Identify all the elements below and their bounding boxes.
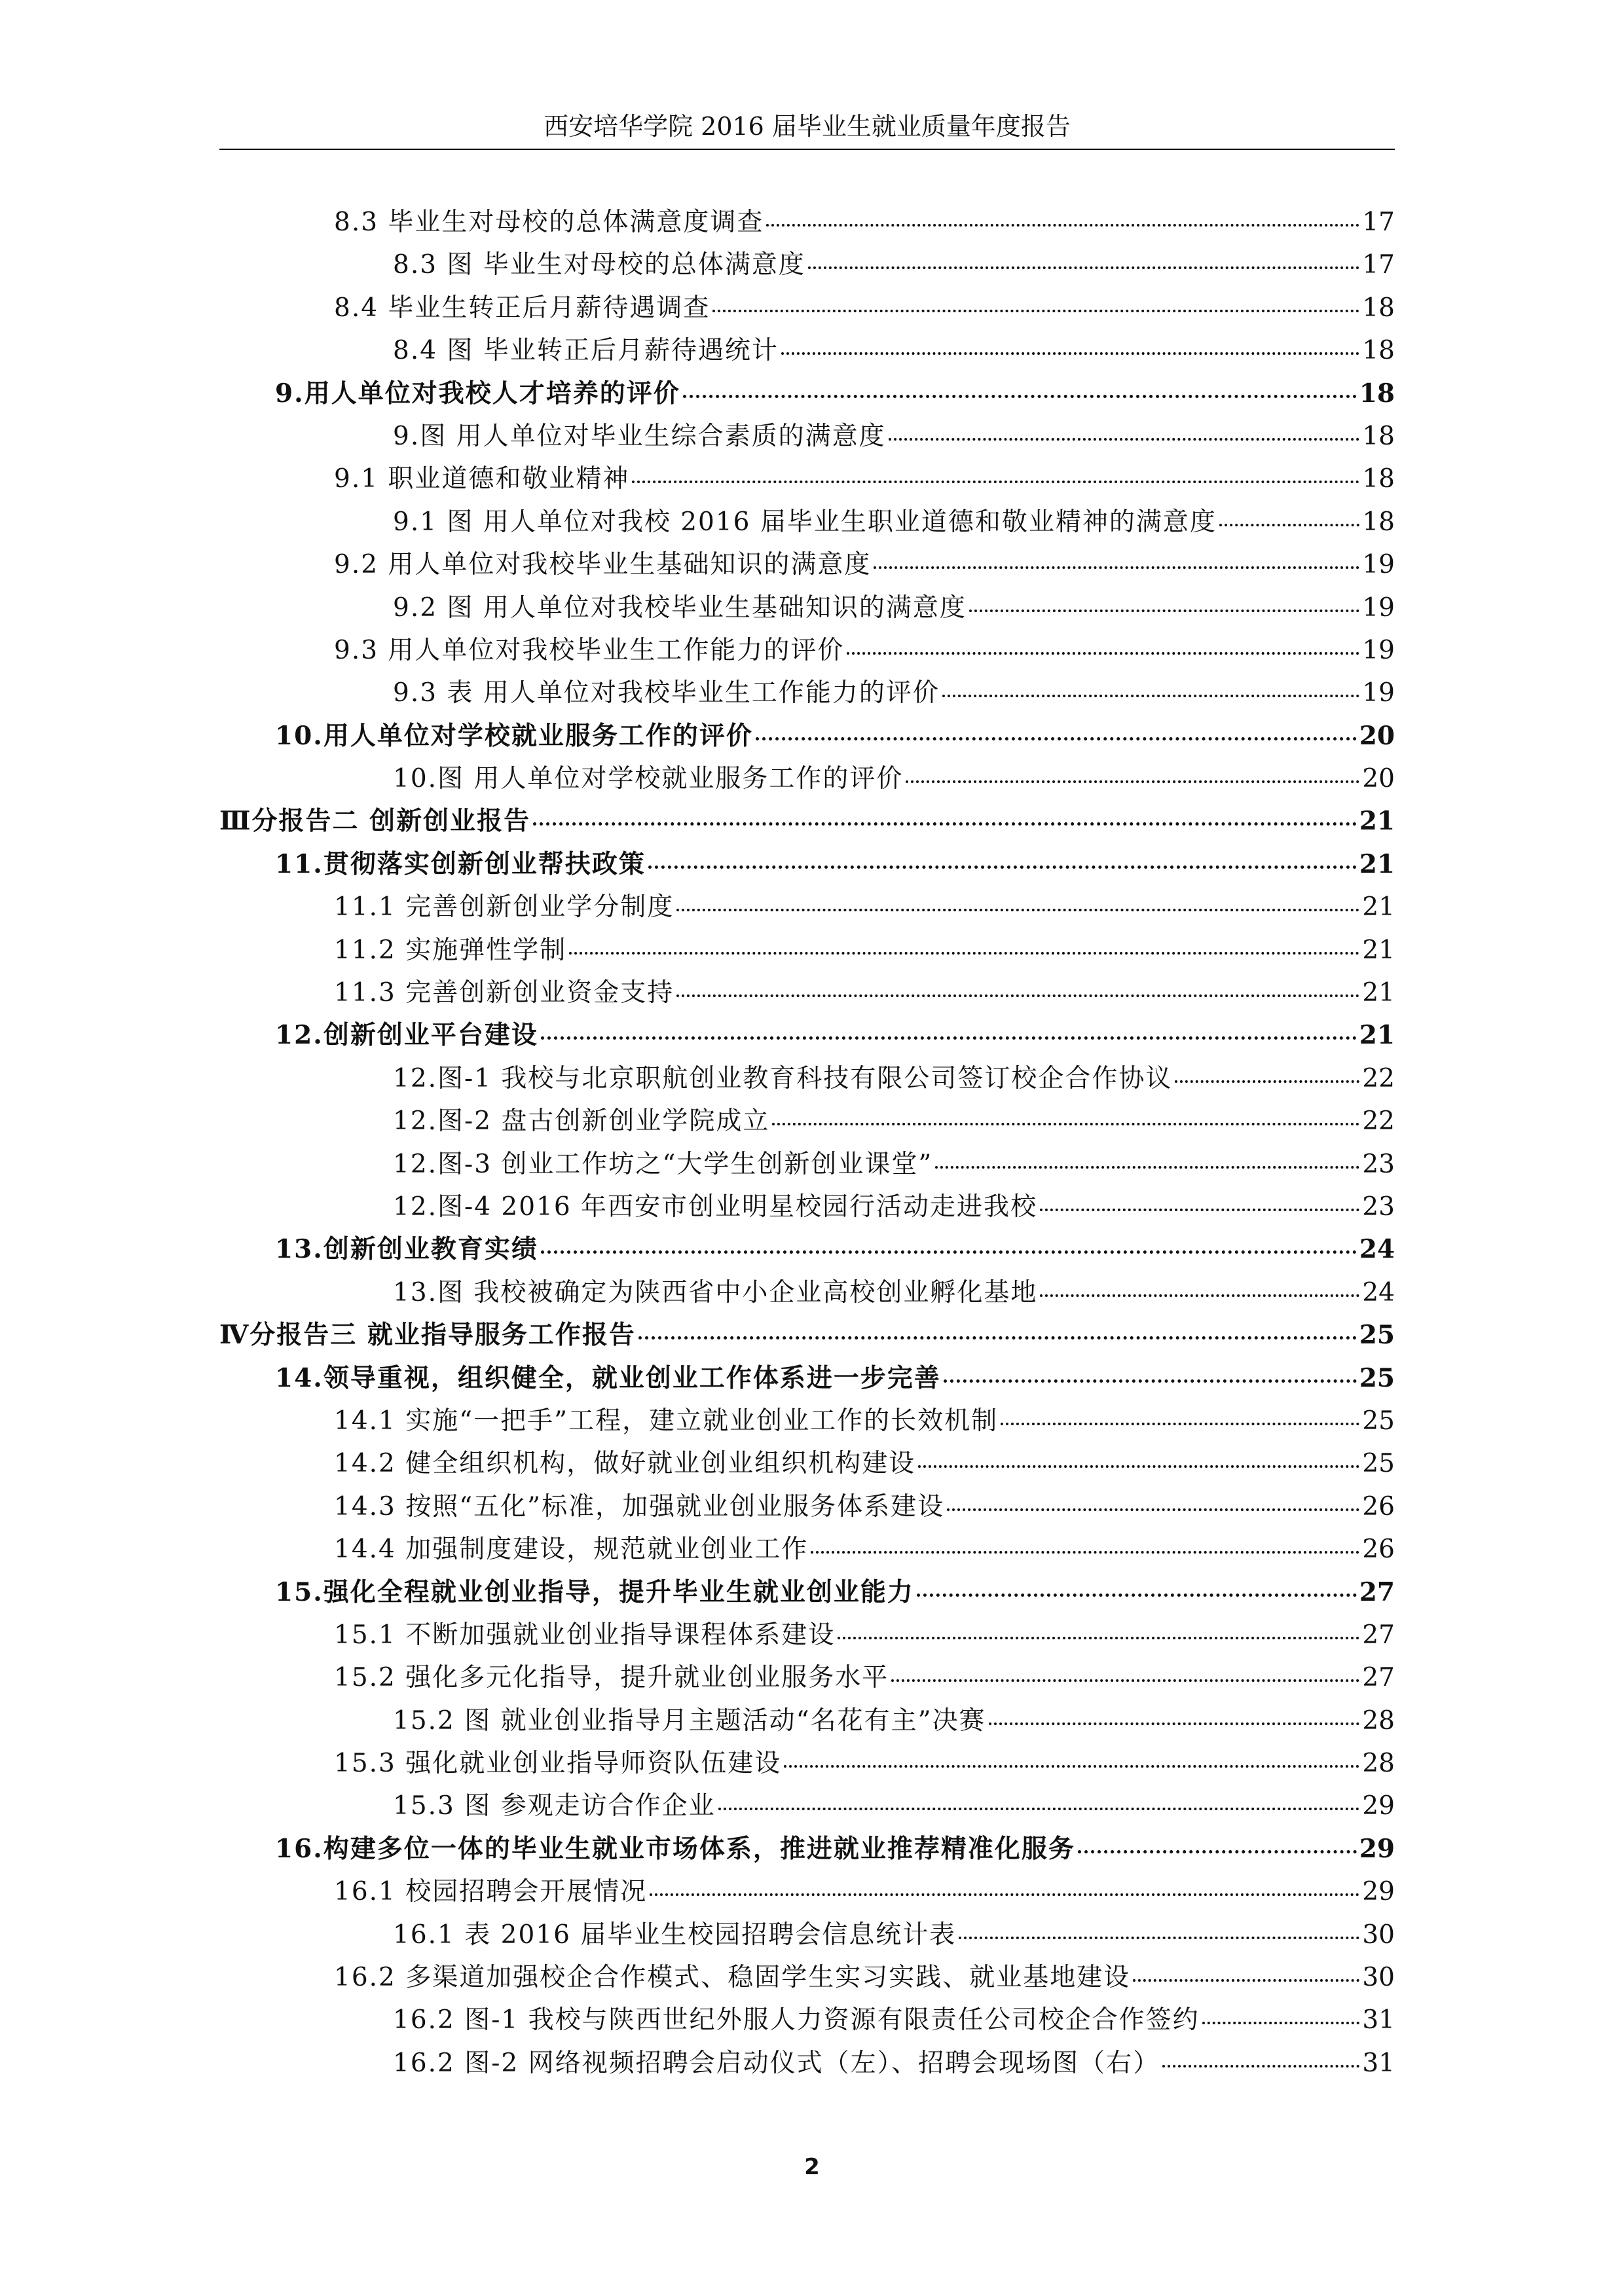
toc-entry-title: 9.2 用人单位对我校毕业生基础知识的满意度 [334, 550, 872, 580]
toc-dot-leader [847, 652, 1359, 655]
toc-entry-page: 21 [1362, 935, 1395, 965]
toc-entry-page: 17 [1362, 208, 1395, 237]
toc-entry[interactable] [219, 1572, 1395, 1614]
toc-dot-leader [1133, 1979, 1359, 1982]
toc-entry-title: 12.创新创业平台建设 [275, 1020, 538, 1051]
toc-entry-title: 14.3 按照“五化”标准，加强就业创业服务体系建设 [334, 1491, 945, 1522]
toc-dot-leader [1162, 2065, 1359, 2068]
toc-entry-page: 25 [1359, 1362, 1395, 1393]
toc-entry-title: 11.1 完善创新创业学分制度 [334, 892, 674, 922]
toc-entry-title: 11.3 完善创新创业资金支持 [334, 978, 674, 1008]
toc-dot-leader [541, 1250, 1357, 1254]
toc-entry[interactable] [219, 501, 1395, 544]
toc-dot-leader [648, 866, 1357, 869]
toc-entry-page: 22 [1362, 1063, 1395, 1093]
toc-entry[interactable] [219, 202, 1395, 244]
toc-entry[interactable] [219, 1315, 1395, 1357]
toc-dot-leader [944, 1379, 1357, 1383]
toc-entry-title: 15.2 图 就业创业指导月主题活动“名花有主”决赛 [393, 1705, 986, 1736]
toc-entry-title: 16.1 校园招聘会开展情况 [334, 1877, 648, 1907]
toc-entry-page: 19 [1362, 678, 1395, 708]
toc-entry-title: 10.图 用人单位对学校就业服务工作的评价 [393, 764, 904, 794]
toc-dot-leader [808, 266, 1360, 269]
toc-entry-page: 25 [1359, 1320, 1395, 1351]
toc-entry-title: 16.1 表 2016 届毕业生校园招聘会信息统计表 [393, 1920, 957, 1950]
toc-dot-leader [918, 1465, 1359, 1468]
toc-entry-page: 18 [1362, 293, 1395, 323]
toc-entry[interactable] [219, 672, 1395, 715]
toc-dot-leader [1040, 1209, 1359, 1211]
toc-entry-page: 26 [1362, 1491, 1395, 1522]
toc-entry-title: 9.1 图 用人单位对我校 2016 届毕业生职业道德和敬业精神的满意度 [393, 507, 1217, 537]
toc-entry-title: 14.领导重视，组织健全，就业创业工作体系进一步完善 [275, 1362, 941, 1393]
toc-entry-title: 8.4 毕业生转正后月薪待遇调查 [334, 293, 710, 323]
toc-entry-page: 28 [1362, 1749, 1395, 1779]
toc-dot-leader [676, 994, 1359, 997]
toc-entry-page: 25 [1362, 1406, 1395, 1436]
toc-entry[interactable] [219, 587, 1395, 630]
toc-dot-leader [917, 1594, 1357, 1597]
toc-entry-page: 21 [1362, 892, 1395, 922]
toc-entry-page: 27 [1359, 1576, 1395, 1607]
toc-entry-page: 17 [1362, 250, 1395, 280]
toc-entry-page: 30 [1362, 1963, 1395, 1993]
toc-entry[interactable] [219, 2043, 1395, 2085]
toc-dot-leader [1175, 1080, 1359, 1083]
toc-dot-leader [533, 822, 1357, 826]
toc-entry-title: 16.2 图-1 我校与陕西世纪外服人力资源有限责任公司校企合作签约 [393, 2005, 1200, 2035]
toc-dot-leader [772, 1123, 1359, 1125]
toc-entry-title: 8.3 图 毕业生对母校的总体满意度 [393, 250, 805, 280]
toc-dot-leader [989, 1722, 1360, 1725]
toc-entry[interactable] [219, 458, 1395, 501]
toc-entry-title: 8.4 图 毕业转正后月薪待遇统计 [393, 336, 779, 366]
toc-entry-title: 14.4 加强制度建设，规范就业创业工作 [334, 1535, 809, 1565]
toc-entry[interactable] [219, 287, 1395, 330]
toc-dot-leader [541, 1036, 1357, 1040]
toc-dot-leader [811, 1551, 1359, 1554]
toc-entry[interactable] [219, 1144, 1395, 1186]
toc-dot-leader [1040, 1294, 1359, 1297]
toc-entry[interactable] [219, 1914, 1395, 1957]
page-number: 2 [804, 2154, 820, 2180]
toc-entry[interactable] [219, 844, 1395, 886]
toc-entry[interactable] [219, 1015, 1395, 1057]
toc-entry-page: 27 [1362, 1620, 1395, 1650]
toc-entry-title: 11.贯彻落实创新创业帮扶政策 [275, 848, 646, 879]
header-divider [219, 149, 1395, 150]
toc-entry-title: 10.用人单位对学校就业服务工作的评价 [275, 720, 753, 751]
toc-dot-leader [959, 1937, 1359, 1939]
toc-dot-leader [756, 737, 1357, 740]
toc-entry-title: 9.图 用人单位对毕业生综合素质的满意度 [393, 421, 886, 451]
toc-dot-leader [638, 1336, 1357, 1339]
page-header-title: 西安培华学院 2016 届毕业生就业质量年度报告 [544, 112, 1071, 141]
toc-dot-leader [766, 224, 1359, 227]
toc-entry-title: 14.2 健全组织机构，做好就业创业组织机构建设 [334, 1449, 916, 1479]
toc-dot-leader [781, 352, 1360, 355]
toc-entry-title: 9.1 职业道德和敬业精神 [334, 464, 630, 494]
toc-dot-leader [1202, 2022, 1360, 2024]
toc-entry-page: 22 [1362, 1106, 1395, 1137]
toc-entry[interactable] [219, 1657, 1395, 1700]
toc-entry-title: 12.图-1 我校与北京职航创业教育科技有限公司签订校企合作协议 [393, 1063, 1173, 1093]
toc-dot-leader [650, 1893, 1359, 1896]
toc-dot-leader [1078, 1850, 1357, 1853]
toc-dot-leader [891, 1679, 1359, 1682]
toc-entry-page: 29 [1362, 1877, 1395, 1907]
toc-entry[interactable] [219, 1785, 1395, 1828]
toc-entry-title: 9.3 表 用人单位对我校毕业生工作能力的评价 [393, 678, 940, 708]
toc-entry-title: 13.图 我校被确定为陕西省中小企业高校创业孵化基地 [393, 1277, 1038, 1307]
toc-entry[interactable] [219, 1272, 1395, 1315]
toc-entry-page: 21 [1359, 1020, 1395, 1051]
toc-entry[interactable] [219, 1443, 1395, 1485]
toc-entry-page: 29 [1359, 1833, 1395, 1864]
toc-dot-leader [569, 952, 1359, 955]
toc-entry[interactable] [219, 1957, 1395, 1999]
toc-entry-title: 9.2 图 用人单位对我校毕业生基础知识的满意度 [393, 592, 967, 623]
toc-entry-page: 18 [1362, 464, 1395, 494]
toc-entry-page: 31 [1362, 2048, 1395, 2078]
toc-entry[interactable] [219, 1358, 1395, 1400]
toc-entry[interactable] [219, 972, 1395, 1015]
toc-entry-title: 15.1 不断加强就业创业指导课程体系建设 [334, 1620, 836, 1650]
table-of-contents [219, 202, 1395, 2085]
toc-entry[interactable] [219, 544, 1395, 587]
toc-entry[interactable] [219, 1614, 1395, 1657]
toc-dot-leader [889, 438, 1360, 441]
toc-dot-leader [1001, 1423, 1359, 1425]
toc-entry[interactable] [219, 1101, 1395, 1143]
toc-entry-title: 8.3 毕业生对母校的总体满意度调查 [334, 208, 764, 237]
toc-entry-title: 15.3 强化就业创业指导师资队伍建设 [334, 1749, 782, 1779]
toc-entry-page: 21 [1359, 806, 1395, 837]
toc-entry-page: 18 [1362, 336, 1395, 366]
toc-entry[interactable] [219, 330, 1395, 373]
toc-entry-page: 25 [1362, 1449, 1395, 1479]
toc-entry[interactable] [219, 716, 1395, 758]
toc-entry[interactable] [219, 1743, 1395, 1785]
toc-entry[interactable] [219, 1529, 1395, 1571]
toc-entry-page: 28 [1362, 1705, 1395, 1736]
toc-entry-title: 9.3 用人单位对我校毕业生工作能力的评价 [334, 635, 845, 665]
toc-entry-page: 26 [1362, 1535, 1395, 1565]
toc-entry-title: 15.2 强化多元化指导，提升就业创业服务水平 [334, 1663, 889, 1693]
toc-entry-title: 15.强化全程就业创业指导，提升毕业生就业创业能力 [275, 1576, 914, 1607]
toc-entry[interactable] [219, 1186, 1395, 1229]
toc-entry-title: 12.图-4 2016 年西安市创业明星校园行活动走进我校 [393, 1192, 1038, 1222]
toc-entry-title: 14.1 实施“一把手”工程，建立就业创业工作的长效机制 [334, 1406, 999, 1436]
toc-entry[interactable] [219, 886, 1395, 929]
toc-entry-page: 18 [1359, 378, 1395, 409]
toc-entry[interactable] [219, 1400, 1395, 1443]
toc-entry-page: 19 [1362, 592, 1395, 623]
toc-entry[interactable] [219, 801, 1395, 843]
toc-entry-title: Ⅳ分报告三 就业指导服务工作报告 [219, 1320, 636, 1351]
toc-entry-page: 30 [1362, 1920, 1395, 1950]
toc-dot-leader [942, 695, 1360, 697]
toc-entry-title: 15.3 图 参观走访合作企业 [393, 1791, 716, 1821]
toc-entry-page: 21 [1362, 978, 1395, 1008]
toc-dot-leader [784, 1765, 1359, 1768]
toc-entry-page: 31 [1362, 2005, 1395, 2035]
toc-entry-page: 29 [1362, 1791, 1395, 1821]
toc-entry-page: 23 [1362, 1192, 1395, 1222]
toc-dot-leader [632, 481, 1359, 483]
toc-dot-leader [1219, 524, 1359, 526]
toc-entry-title: 9.用人单位对我校人才培养的评价 [275, 378, 680, 409]
toc-entry[interactable] [219, 244, 1395, 287]
toc-entry[interactable] [219, 1058, 1395, 1101]
toc-entry-page: 24 [1359, 1234, 1395, 1265]
toc-entry[interactable] [219, 1999, 1395, 2042]
toc-entry[interactable] [219, 1829, 1395, 1871]
toc-entry-page: 23 [1362, 1149, 1395, 1179]
toc-dot-leader [947, 1508, 1359, 1511]
toc-entry[interactable] [219, 1871, 1395, 1914]
toc-entry-page: 27 [1362, 1663, 1395, 1693]
toc-dot-leader [935, 1166, 1359, 1169]
toc-entry-page: 24 [1362, 1277, 1395, 1307]
toc-entry[interactable] [219, 1486, 1395, 1529]
toc-entry-page: 19 [1362, 635, 1395, 665]
toc-entry-title: 13.创新创业教育实绩 [275, 1234, 538, 1265]
toc-entry-page: 21 [1359, 848, 1395, 879]
toc-dot-leader [712, 310, 1359, 312]
toc-entry-title: Ⅲ分报告二 创新创业报告 [219, 806, 531, 837]
toc-entry-title: 12.图-2 盘古创新创业学院成立 [393, 1106, 770, 1137]
toc-entry[interactable] [219, 630, 1395, 672]
toc-dot-leader [969, 610, 1360, 612]
toc-dot-leader [874, 566, 1359, 569]
toc-entry[interactable] [219, 758, 1395, 801]
toc-entry-page: 18 [1362, 507, 1395, 537]
toc-entry-title: 12.图-3 创业工作坊之“大学生创新创业课堂” [393, 1149, 933, 1179]
toc-entry[interactable] [219, 1229, 1395, 1271]
toc-entry[interactable] [219, 930, 1395, 972]
toc-entry-page: 20 [1359, 720, 1395, 751]
toc-entry-page: 18 [1362, 421, 1395, 451]
toc-entry[interactable] [219, 416, 1395, 458]
toc-dot-leader [676, 909, 1359, 911]
toc-entry-title: 16.构建多位一体的毕业生就业市场体系，推进就业推荐精准化服务 [275, 1833, 1075, 1864]
toc-entry-title: 11.2 实施弹性学制 [334, 935, 567, 965]
toc-dot-leader [718, 1808, 1360, 1810]
toc-entry-title: 16.2 多渠道加强校企合作模式、稳固学生实习实践、就业基地建设 [334, 1963, 1131, 1993]
toc-dot-leader [838, 1637, 1359, 1639]
toc-entry-page: 19 [1362, 550, 1395, 580]
toc-dot-leader [906, 780, 1359, 783]
toc-dot-leader [683, 395, 1357, 398]
toc-entry-page: 20 [1362, 764, 1395, 794]
toc-entry[interactable] [219, 1700, 1395, 1743]
toc-entry-title: 16.2 图-2 网络视频招聘会启动仪式（左）、招聘会现场图（右） [393, 2048, 1160, 2078]
toc-entry[interactable] [219, 373, 1395, 416]
